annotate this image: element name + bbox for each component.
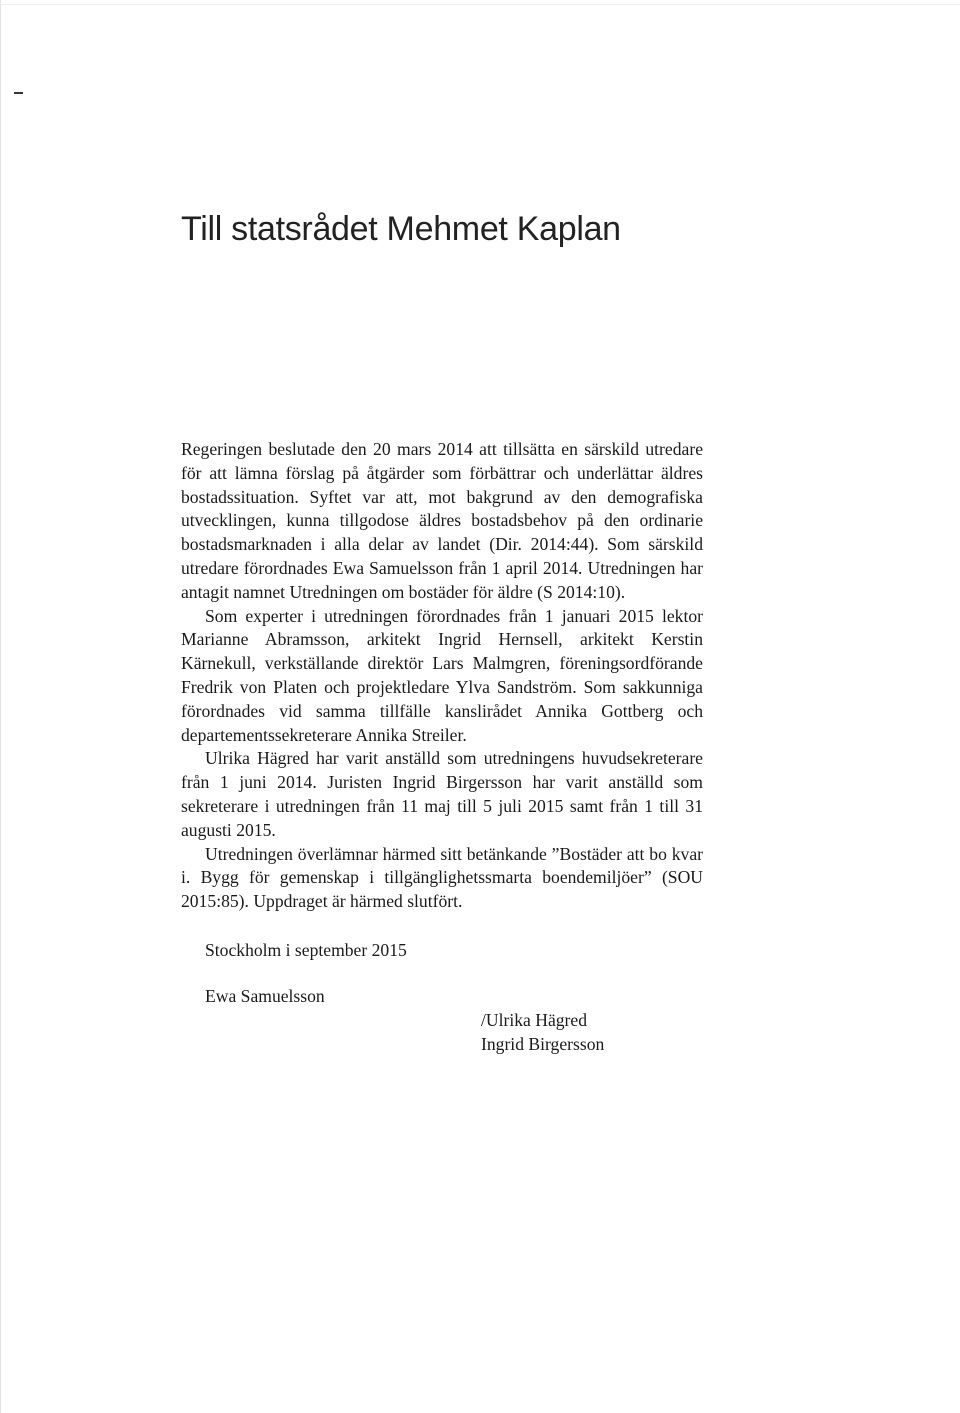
paragraph-submission: Utredningen överlämnar härmed sitt betänkande ”Bostäder att bo kvar i. Bygg för gemenskap i tillgänglighetssmarta boendemiljöer” (SOU 2015:85). Uppdraget är härmed slutfört. [181, 843, 703, 912]
letter-body [181, 438, 703, 914]
scan-top-line [0, 4, 960, 5]
paragraph-experts: Som experter i utredningen förordnades från 1 januari 2015 lektor Marianne Abramsson, arkitekt Ingrid Hernsell, arkitekt Kerstin Kärnekull, verkställande direktör Lars Malmgren, föreningsordförande Fredrik von Platen och projektledare Ylva Sandström. Som sakkunniga förordnades vid samma tillfälle kanslirådet Annika Gottberg och departementssekreterare Annika Streiler. [181, 605, 703, 745]
signature-secretary-1: /Ulrika Hägred [481, 1010, 588, 1030]
place-and-date: Stockholm i september 2015 [205, 940, 407, 960]
scan-mark [14, 92, 23, 94]
letter-title: Till statsrådet Mehmet Kaplan [181, 210, 621, 248]
paragraph-secretaries: Ulrika Hägred har varit anställd som utredningens huvudsekreterare från 1 juni 2014. Juristen Ingrid Birgersson har varit anställd som sekreterare i utredningen från 11 maj till 5 juli 2015 samt från 1 till 31 augusti 2015. [181, 748, 703, 840]
scan-edge-line [0, 0, 1, 1413]
signature-chair: Ewa Samuelsson [205, 986, 325, 1006]
paragraph-assignment: Regeringen beslutade den 20 mars 2014 att tillsätta en särskild utredare för att lämna förslag på åtgärder som förbättrar och underlättar äldres bostadssituation. Syftet var att, mot bakgrund av den demografiska utvecklingen, kunna tillgodose äldres bostadsbehov på den ordinarie bostadsmarknaden i alla delar av landet (Dir. 2014:44). Som särskild utredare förordnades Ewa Samuelsson från 1 april 2014. Utredningen har antagit namnet Utredningen om bostäder för äldre (S 2014:10). [181, 439, 703, 602]
signature-secretaries [481, 1008, 604, 1056]
signature-secretary-2: Ingrid Birgersson [481, 1034, 605, 1054]
